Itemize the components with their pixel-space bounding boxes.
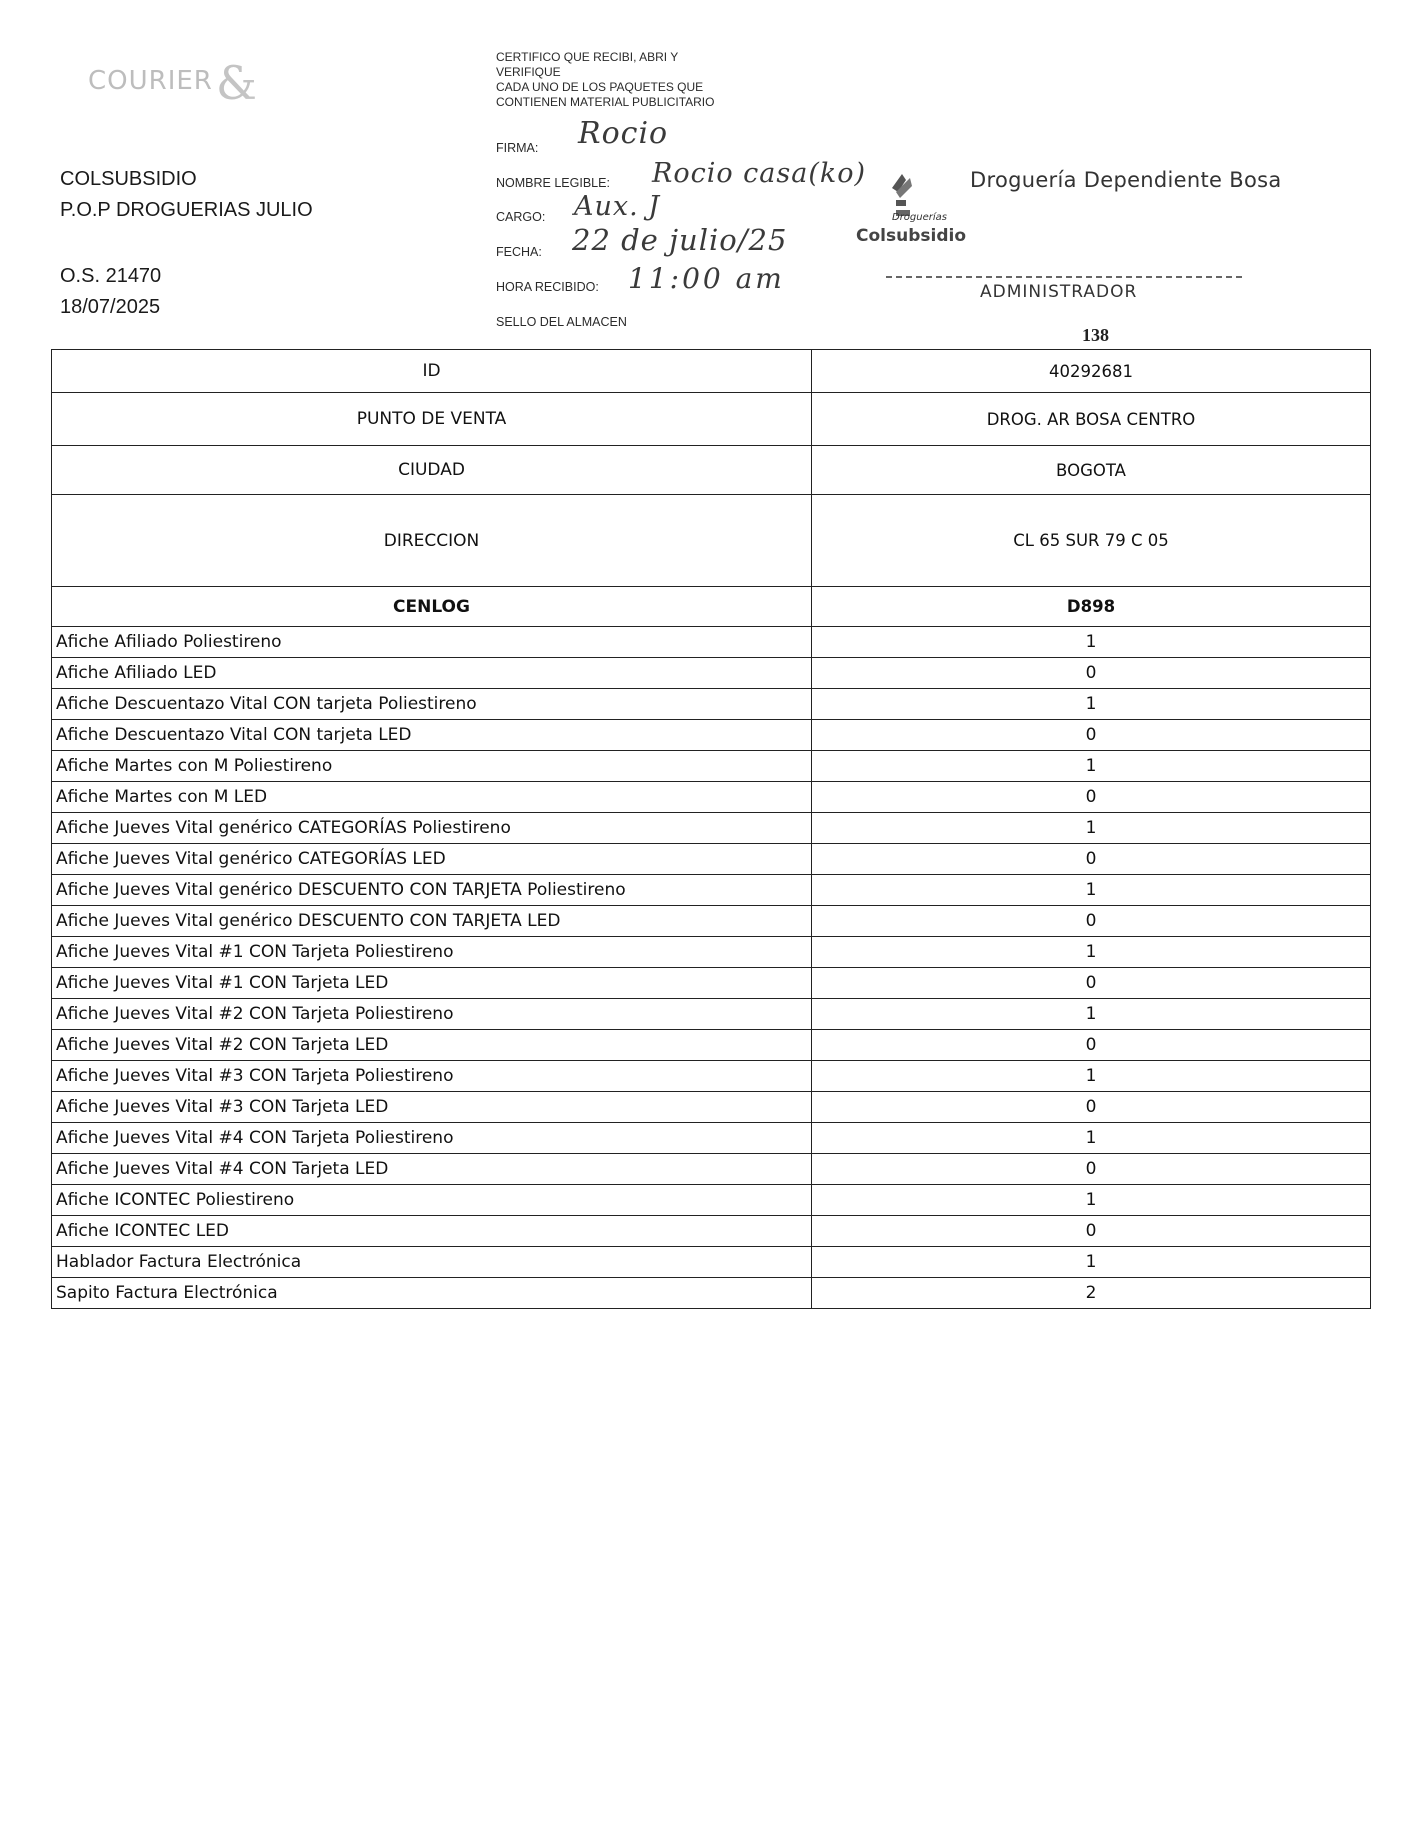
item-qty: 1 <box>812 813 1371 844</box>
item-name: Sapito Factura Electrónica <box>52 1278 812 1309</box>
cargo-label: CARGO: <box>496 210 546 224</box>
certificate-text <box>496 50 826 110</box>
stamp-brand: Colsubsidio <box>856 226 966 246</box>
table-row <box>52 751 1371 782</box>
stamp-signature-line <box>886 276 1242 278</box>
info-row <box>52 393 1371 446</box>
hora-handwritten: 11:00 am <box>628 262 785 295</box>
item-qty: 1 <box>812 999 1371 1030</box>
table-row <box>52 782 1371 813</box>
table-row <box>52 937 1371 968</box>
sello-label: SELLO DEL ALMACEN <box>496 315 627 329</box>
cert-line: CONTIENEN MATERIAL PUBLICITARIO <box>496 95 715 109</box>
table-row <box>52 1123 1371 1154</box>
cert-line: CERTIFICO QUE RECIBI, ABRI Y <box>496 50 679 64</box>
table-row <box>52 999 1371 1030</box>
fecha-field <box>496 245 542 259</box>
item-name: Afiche Jueves Vital #4 CON Tarjeta Poliestireno <box>52 1123 812 1154</box>
stamp-title: Droguería Dependiente Bosa <box>970 168 1282 192</box>
table-row <box>52 906 1371 937</box>
stamp-sub: Droguerías <box>892 212 947 223</box>
item-qty: 1 <box>812 1061 1371 1092</box>
nombre-handwritten: Rocio casa(ko) <box>652 158 867 189</box>
table-row <box>52 813 1371 844</box>
item-name: Afiche Jueves Vital #2 CON Tarjeta LED <box>52 1030 812 1061</box>
item-name: Afiche Afiliado LED <box>52 658 812 689</box>
item-name: Afiche Jueves Vital genérico DESCUENTO CON TARJETA LED <box>52 906 812 937</box>
item-name: Afiche Descuentazo Vital CON tarjeta Poliestireno <box>52 689 812 720</box>
table-row <box>52 658 1371 689</box>
item-qty: 1 <box>812 1247 1371 1278</box>
item-name: Hablador Factura Electrónica <box>52 1247 812 1278</box>
item-name: Afiche Afiliado Poliestireno <box>52 627 812 658</box>
firma-label: FIRMA: <box>496 141 539 155</box>
info-value: D898 <box>812 587 1371 627</box>
item-qty: 2 <box>812 1278 1371 1309</box>
item-name: Afiche Martes con M LED <box>52 782 812 813</box>
table-row <box>52 1061 1371 1092</box>
item-qty: 0 <box>812 1216 1371 1247</box>
table-row <box>52 1247 1371 1278</box>
firma-field <box>496 141 538 155</box>
item-qty: 1 <box>812 751 1371 782</box>
order-block <box>60 261 161 323</box>
hora-label: HORA RECIBIDO: <box>496 280 599 294</box>
table-row <box>52 1278 1371 1309</box>
table-row <box>52 689 1371 720</box>
item-qty: 0 <box>812 658 1371 689</box>
item-name: Afiche Jueves Vital genérico CATEGORÍAS Poliestireno <box>52 813 812 844</box>
order-number: O.S. 21470 <box>60 265 162 287</box>
info-label: DIRECCION <box>52 495 812 587</box>
item-qty: 1 <box>812 1185 1371 1216</box>
firma-signature: Rocio <box>578 116 669 151</box>
table-row <box>52 1154 1371 1185</box>
item-qty: 0 <box>812 720 1371 751</box>
table-row <box>52 1030 1371 1061</box>
stamp-role: ADMINISTRADOR <box>980 282 1138 302</box>
item-qty: 0 <box>812 968 1371 999</box>
item-name: Afiche Martes con M Poliestireno <box>52 751 812 782</box>
item-name: Afiche ICONTEC Poliestireno <box>52 1185 812 1216</box>
fecha-label: FECHA: <box>496 245 542 259</box>
hora-field <box>496 280 599 294</box>
order-date: 18/07/2025 <box>60 296 161 318</box>
info-row <box>52 446 1371 495</box>
item-qty: 0 <box>812 844 1371 875</box>
cargo-handwritten: Aux. J <box>574 191 661 222</box>
info-value: BOGOTA <box>812 446 1371 495</box>
info-value: DROG. AR BOSA CENTRO <box>812 393 1371 446</box>
item-qty: 1 <box>812 627 1371 658</box>
cert-line: VERIFIQUE <box>496 65 561 79</box>
logo-text: COURIER <box>88 66 213 96</box>
page-number: 138 <box>1082 325 1109 345</box>
campaign-name: P.O.P DROGUERIAS JULIO <box>60 199 313 221</box>
item-name: Afiche Jueves Vital genérico CATEGORÍAS LED <box>52 844 812 875</box>
item-name: Afiche Jueves Vital #2 CON Tarjeta Poliestireno <box>52 999 812 1030</box>
item-name: Afiche Jueves Vital #3 CON Tarjeta LED <box>52 1092 812 1123</box>
cargo-field <box>496 210 545 224</box>
table-row <box>52 627 1371 658</box>
info-row <box>52 495 1371 587</box>
item-qty: 0 <box>812 1092 1371 1123</box>
item-qty: 1 <box>812 937 1371 968</box>
cert-line: CADA UNO DE LOS PAQUETES QUE <box>496 80 704 94</box>
item-qty: 1 <box>812 875 1371 906</box>
info-row <box>52 587 1371 627</box>
table-row <box>52 844 1371 875</box>
item-name: Afiche Jueves Vital genérico DESCUENTO CON TARJETA Poliestireno <box>52 875 812 906</box>
table-row <box>52 1216 1371 1247</box>
info-label: CIUDAD <box>52 446 812 495</box>
item-qty: 1 <box>812 1123 1371 1154</box>
nombre-field <box>496 176 610 190</box>
item-qty: 0 <box>812 782 1371 813</box>
info-label: PUNTO DE VENTA <box>52 393 812 446</box>
info-label: CENLOG <box>52 587 812 627</box>
item-name: Afiche Jueves Vital #1 CON Tarjeta Poliestireno <box>52 937 812 968</box>
info-label: ID <box>52 350 812 393</box>
item-name: Afiche Descuentazo Vital CON tarjeta LED <box>52 720 812 751</box>
fecha-handwritten: 22 de julio/25 <box>572 223 788 257</box>
nombre-label: NOMBRE LEGIBLE: <box>496 176 610 190</box>
item-qty: 0 <box>812 1030 1371 1061</box>
info-value: 40292681 <box>812 350 1371 393</box>
item-qty: 1 <box>812 689 1371 720</box>
courier-logo <box>88 56 278 130</box>
table-row <box>52 968 1371 999</box>
item-name: Afiche Jueves Vital #4 CON Tarjeta LED <box>52 1154 812 1185</box>
logo-ampersand: & <box>216 56 257 110</box>
table-row <box>52 1185 1371 1216</box>
table-row <box>52 1092 1371 1123</box>
info-value: CL 65 SUR 79 C 05 <box>812 495 1371 587</box>
header-left <box>60 164 313 226</box>
table-row <box>52 720 1371 751</box>
info-row <box>52 350 1371 393</box>
table-row <box>52 875 1371 906</box>
item-qty: 0 <box>812 906 1371 937</box>
delivery-table <box>51 349 1371 1309</box>
item-name: Afiche Jueves Vital #3 CON Tarjeta Poliestireno <box>52 1061 812 1092</box>
item-name: Afiche Jueves Vital #1 CON Tarjeta LED <box>52 968 812 999</box>
item-name: Afiche ICONTEC LED <box>52 1216 812 1247</box>
company-name: COLSUBSIDIO <box>60 168 197 190</box>
item-qty: 0 <box>812 1154 1371 1185</box>
